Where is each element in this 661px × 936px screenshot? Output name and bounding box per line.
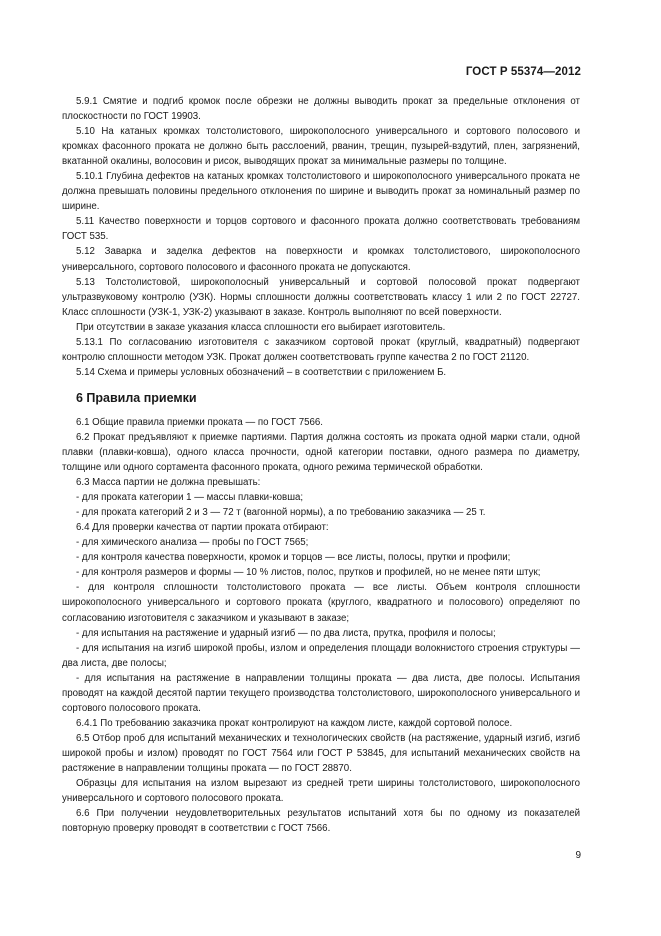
clause-6-1: 6.1 Общие правила приемки проката — по ГОСТ 7566.: [76, 416, 323, 428]
clause-6-3: 6.3 Масса партии не должна превышать:: [76, 477, 261, 489]
clause-5-10-1: 5.10.1 Глубина дефектов на катаных кромках толстолистового и широкополосного универсального проката не должна превышать половины предельного отклонения по ширине и выводить прокат за номинальный размер по ширине.: [62, 171, 580, 213]
clause-5-13-1: 5.13.1 По согласованию изготовителя с заказчиком сортовой прокат (круглый, квадратный) подвергают контролю сплошности методом УЗК. Прокат должен соответствовать группе качества 2 по ГОСТ 21120.: [62, 336, 580, 363]
list-item: - для контроля качества поверхности, кромок и торцов — все листы, полосы, прутки и профили;: [76, 552, 511, 564]
list-item: - для проката категорий 2 и 3 — 72 т (вагонной нормы), а по требованию заказчика — 25 т.: [76, 507, 486, 519]
list-item: - для испытания на изгиб широкой пробы, излом и определения площади волокнистого строения структуры — два листа, две полосы;: [62, 642, 580, 669]
clause-6-4-1: 6.4.1 По требованию заказчика прокат контролируют на каждом листе, каждой сортовой полосе.: [76, 717, 513, 729]
clause-5-12: 5.12 Заварка и заделка дефектов на поверхности и кромках толстолистового, широкополосного универсального, сортового полосового и фасонного проката не допускаются.: [62, 246, 580, 273]
clause-6-5: 6.5 Отбор проб для испытаний механических и технологических свойств (на растяжение, ударный изгиб, изгиб широкой пробы и излом) проводят по ГОСТ 7564 или ГОСТ Р 53845, для испытаний механических свойств на растяжение в направлении толщины проката — по ГОСТ 28870.: [62, 732, 580, 774]
list-item: - для испытания на растяжение в направлении толщины проката — два листа, две полосы. Испытания проводят на каждой десятой партии текущего производства толстолистового, широкополосного универсального и сортового полосового проката.: [62, 672, 580, 714]
clause-5-10: 5.10 На катаных кромках толстолистового, широкополосного универсального и сортового полосового и кромках фасонного проката не должно быть расслоений, рванин, трещин, пузырей-вздутий, плен, загрязнений, вкатанной окалины, волосовин и рисок, выводящих прокат за минимальные размеры по толщине.: [62, 126, 580, 168]
clause-6-5-note: Образцы для испытания на излом вырезают из средней трети ширины толстолистового, широкополосного универсального и сортового полосового проката.: [62, 778, 580, 805]
section-6-heading: 6 Правила приемки: [76, 390, 197, 405]
list-item: - для проката категории 1 — массы плавки-ковша;: [76, 492, 304, 504]
list-item: - для химического анализа — пробы по ГОСТ 7565;: [76, 537, 309, 549]
page-body: [62, 94, 580, 836]
clause-5-14: 5.14 Схема и примеры условных обозначений – в соответствии с приложением Б.: [76, 366, 447, 378]
list-item: - для контроля размеров и формы — 10 % листов, полос, прутков и профилей, но не менее пяти штук;: [76, 567, 541, 579]
clause-5-11: 5.11 Качество поверхности и торцов сортового и фасонного проката должно соответствовать требованиям ГОСТ 535.: [62, 216, 580, 243]
list-item: - для контроля сплошности толстолистового проката — все листы. Объем контроля сплошности широкополосного универсального и сортового проката (круглого, квадратного и полосового) определяют по согласованию изготовителя с заказчиком и указывают в заказе;: [62, 582, 580, 624]
page-number: 9: [575, 850, 581, 861]
list-item: - для испытания на растяжение и ударный изгиб — по два листа, прутка, профиля и полосы;: [76, 627, 496, 639]
clause-5-9-1: 5.9.1 Смятие и подгиб кромок после обрезки не должны выводить прокат за предельные отклонения от плоскостности по ГОСТ 19903.: [62, 96, 580, 123]
clause-5-13: 5.13 Толстолистовой, широкополосный универсальный и сортовой полосовой прокат подвергают ультразвуковому контролю (УЗК). Нормы сплошности должны соответствовать классу 1 или 2 по ГОСТ 22727. Класс сплошности (УЗК-1, УЗК-2) указывают в заказе. Контроль выполняют по всей поверхности.: [62, 276, 580, 318]
clause-6-6: 6.6 При получении неудовлетворительных результатов испытаний хотя бы по одному из показателей повторную проверку проводят в соответствии с ГОСТ 7566.: [62, 808, 580, 835]
clause-5-13-note: При отсутствии в заказе указания класса сплошности его выбирает изготовитель.: [76, 321, 446, 333]
document-code: ГОСТ Р 55374—2012: [465, 66, 581, 78]
clause-6-4: 6.4 Для проверки качества от партии проката отбирают:: [76, 522, 329, 534]
clause-6-2: 6.2 Прокат предъявляют к приемке партиями. Партия должна состоять из проката одной марки стали, одной плавки (плавки-ковша), одного класса прочности, одной категории поставки, одного размера по диаметру, толщине или одного сортамента фасонного проката, одного режима термической обработки.: [62, 431, 580, 474]
